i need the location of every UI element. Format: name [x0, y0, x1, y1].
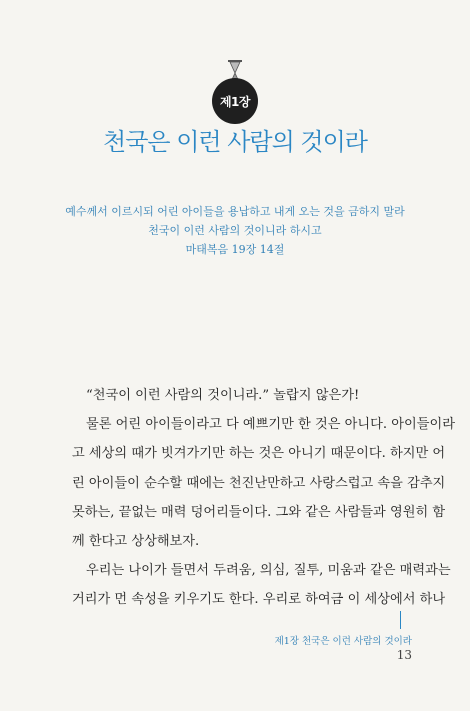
body-line: 린 아이들이 순수할 때에는 천진난만하고 사랑스럽고 속을 감추지	[72, 475, 446, 491]
body-line: “천국이 이런 사람의 것이니라.” 놀랍지 않은가!	[86, 388, 360, 403]
chapter-badge-label: 제1장	[219, 94, 251, 109]
epigraph-line: 예수께서 이르시되 어린 아이들을 용납하고 내게 오는 것을 금하지 말라	[65, 205, 405, 218]
body-line: 거리가 먼 속성을 키우기도 한다. 우리로 하여금 이 세상에서 하나	[72, 592, 446, 608]
body-text	[72, 381, 455, 615]
epigraph-citation: 마태복음 19장 14절	[185, 243, 285, 256]
body-line: 고 세상의 때가 빗겨가기만 하는 것은 아니기 때문이다. 하지만 어	[72, 446, 446, 462]
body-line: 께 한다고 상상해보자.	[72, 534, 200, 550]
chapter-badge	[212, 78, 258, 124]
body-line: 우리는 나이가 들면서 두려움, 의심, 질투, 미움과 같은 매력과는	[86, 563, 451, 579]
epigraph	[0, 202, 470, 259]
body-line: 물론 어린 아이들이라고 다 예쁘기만 한 것은 아니다. 아이들이라	[86, 417, 455, 433]
body-line: 못하는, 끝없는 매력 덩어리들이다. 그와 같은 사람들과 영원히 함	[72, 504, 446, 520]
page-number: 13	[396, 648, 412, 662]
chapter-title: 천국은 이런 사람의 것이라	[103, 128, 367, 156]
epigraph-line: 천국이 이런 사람의 것이니라 하시고	[148, 224, 322, 237]
running-head: 제1장 천국은 이런 사람의 것이라	[274, 636, 412, 647]
footer-rule	[400, 611, 401, 629]
chapter-badge-group	[210, 60, 260, 122]
